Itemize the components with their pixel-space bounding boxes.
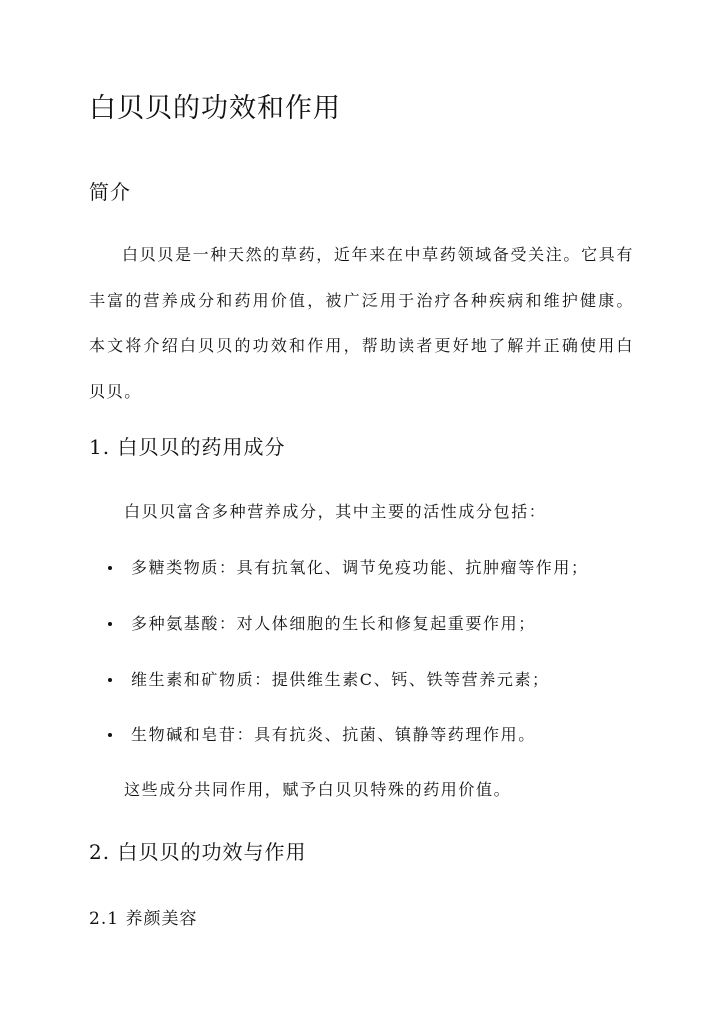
list-item [108, 555, 589, 578]
list-item [108, 722, 536, 745]
section1-heading: 1. 白贝贝的药用成分 [89, 435, 286, 459]
list-item [108, 667, 550, 690]
bullet-dot-icon [108, 566, 112, 570]
bullet-dot-icon [108, 622, 112, 626]
section1-closing: 这些成分共同作用，赋予白贝贝特殊的药用价值。 [124, 780, 512, 799]
list-item-text: 维生素和矿物质：提供维生素C、钙、铁等营养元素； [131, 670, 550, 689]
intro-heading: 简介 [89, 180, 131, 204]
list-item [108, 611, 536, 634]
bullet-dot-icon [108, 678, 112, 682]
section2-heading: 2. 白贝贝的功效与作用 [89, 840, 307, 864]
intro-paragraph: 白贝贝是一种天然的草药，近年来在中草药领域备受关注。它具有丰富的营养成分和药用价值，被广泛用于治疗各种疾病和维护健康。本文将介绍白贝贝的功效和作用，帮助读者更好地了解并正确使用白贝贝。 [89, 245, 634, 401]
list-item-text: 多糖类物质：具有抗氧化、调节免疫功能、抗肿瘤等作用； [131, 558, 589, 577]
section2-1-heading: 2.1 养颜美容 [89, 909, 198, 929]
document-title: 白贝贝的功效和作用 [89, 93, 341, 124]
bullet-dot-icon [108, 733, 112, 737]
list-item-text: 多种氨基酸：对人体细胞的生长和修复起重要作用； [131, 614, 536, 633]
list-item-text: 生物碱和皂苷：具有抗炎、抗菌、镇静等药理作用。 [131, 725, 536, 744]
section1-lead: 白贝贝富含多种营养成分，其中主要的活性成分包括： [124, 502, 547, 521]
